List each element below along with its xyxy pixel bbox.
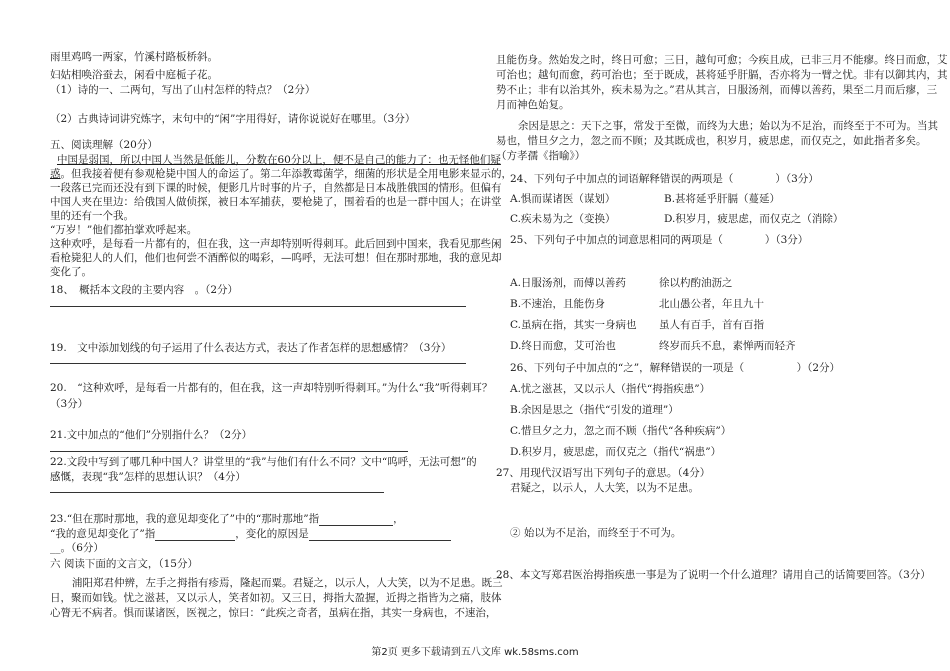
classical-line-5: 可治也；越旬而愈，药可治也；至于既成，甚将延乎肝膈，否亦将为一臂之忧。非有以御其内，其 bbox=[496, 69, 948, 81]
q25-option-c[interactable]: C.虽病在指，其实一身病也 bbox=[510, 319, 637, 331]
question-27-sentence-1: 君疑之，以示人，人大笑，以为不足患。 bbox=[510, 482, 699, 494]
passage-line-2 bbox=[50, 167, 512, 181]
classical-line-8: 余因是思之：天下之事，常发于至微，而终为大患；始以为不足治，而终至于不可为。当其 bbox=[518, 120, 938, 132]
poem-line-1: 雨里鸡鸣一两家，竹溪村路板桥斜。 bbox=[50, 51, 218, 63]
question-23-text: 23.“但在那时那地，我的意见却变化了”中的“那时那地”指 bbox=[50, 513, 320, 525]
passage-line-5: 里的还有一个我。 bbox=[50, 210, 134, 222]
q26-option-c[interactable]: C.惜旦夕之力，忽之而不顾（指代“各种疾病”） bbox=[510, 425, 732, 437]
poem-line-2: 妇姑相唤浴蚕去，闲看中庭栀子花。 bbox=[50, 69, 218, 81]
q24-option-d[interactable]: D.积岁月，疲思虑，而仅克之（消除） bbox=[664, 213, 844, 225]
question-27-sentence-2: ② 始以为不足治，而终至于不可为。 bbox=[510, 527, 682, 539]
answer-blank-23b[interactable] bbox=[155, 529, 235, 541]
question-23-score: 。（6分） bbox=[60, 542, 104, 554]
passage-line-9: 变化了。 bbox=[50, 266, 92, 278]
passage-line-1 bbox=[57, 153, 501, 167]
q25-option-a[interactable]: A.日服汤剂，而傅以善药 bbox=[510, 277, 626, 289]
question-23-line-2 bbox=[50, 527, 451, 541]
q25-option-c-compare: 虽人有百手，首有百指 bbox=[659, 319, 764, 331]
page-footer: 第2页 更多下载请到五八文库 wk.58sms.com bbox=[371, 647, 579, 658]
question-26: 26、下列句子中加点的“之”，解释错误的一项是（ ）（2分） bbox=[510, 362, 841, 374]
q25-option-d[interactable]: D.终日而愈，艾可治也 bbox=[510, 340, 616, 352]
question-23-text: “我的意见却变化了”指 bbox=[50, 528, 156, 540]
q26-option-a[interactable]: A.忧之滋甚，又以示人（指代“拇指疾患”） bbox=[510, 383, 711, 395]
q24-option-a[interactable]: A.惧而谋诸医（谋划） bbox=[510, 193, 616, 205]
passage-line-4: 中国人夹在里边：给俄国人做侦探，被日本军捕获，要枪毙了，围着看的也是一群中国人；在讲堂 bbox=[50, 196, 502, 208]
answer-line-19[interactable] bbox=[50, 363, 466, 364]
question-21: 21.文中加点的“他们”分别指什么？（2分） bbox=[50, 429, 253, 441]
question-25: 25、下列句子中加点的词意思相同的两项是（ ）（3分） bbox=[510, 234, 809, 246]
answer-line-18[interactable] bbox=[50, 306, 466, 307]
classical-line-1: 浦阳郑君仲辨，左手之拇指有疹焉，隆起而粟。君疑之，以示人，人大笑，以为不足患。既三 bbox=[72, 577, 503, 589]
poem-question-1: （1）诗的一、二两句，写出了山村怎样的特点？（2分） bbox=[50, 84, 316, 96]
poem-question-2: （2）古典诗词讲究炼字，末句中的“闲”字用得好，请你说说好在哪里。（3分） bbox=[50, 113, 416, 125]
q25-option-d-compare: 终岁而兵不息，素惮两而轻齐 bbox=[659, 340, 796, 352]
passage-line-6: “万岁！”他们都拍掌欢呼起来。 bbox=[50, 224, 198, 236]
underlined-sentence-a: 中国是弱国，所以中国人当然是低能儿，分数在60分以上，便不是自己的能力了：也无怪他们疑 bbox=[57, 154, 501, 166]
answer-blank-23c[interactable] bbox=[309, 529, 451, 541]
question-23-blank-tail: __ bbox=[50, 542, 61, 554]
q26-option-d[interactable]: D.积岁月，疲思虑，而仅克之（指代“祸患”） bbox=[510, 446, 722, 458]
question-24: 24、下列句子中加点的词语解释错误的两项是（ ）（3分） bbox=[510, 173, 819, 185]
question-18: 18、 概括本文段的主要内容 。（2分） bbox=[50, 284, 239, 296]
q25-option-b[interactable]: B.不速治，且能伤身 bbox=[510, 298, 606, 310]
q25-option-a-compare: 徐以杓酌油沥之 bbox=[659, 277, 733, 289]
classical-line-3: 心膂无不病者。惧而谋诸医，医视之，惊曰：“此疾之奇者，虽病在指，其实一身病也，不速治， bbox=[50, 607, 497, 619]
question-22-line-2: 感慨，表现“我”怎样的思想认识？（4分） bbox=[50, 471, 246, 483]
question-23-line-3 bbox=[50, 541, 104, 555]
section-5-heading: 五、阅读理解（20分） bbox=[50, 139, 158, 151]
question-23-line-1 bbox=[50, 512, 404, 526]
question-20-line-2: （3分） bbox=[50, 398, 89, 410]
question-23-comma: ， bbox=[393, 513, 404, 525]
question-19: 19. 文中添加划线的句子运用了什么表达方式，表达了作者怎样的思想感情？（3分） bbox=[50, 342, 452, 354]
underlined-sentence-b: 惑 bbox=[50, 168, 61, 180]
q25-option-b-compare: 北山愚公者，年且九十 bbox=[659, 298, 764, 310]
section-6-heading: 六 阅读下面的文言文，（15分） bbox=[50, 558, 198, 570]
q26-option-b[interactable]: B.余因是思之（指代“引发的道理”） bbox=[510, 404, 679, 416]
question-22-line-1: 22.文段中写到了哪几种中国人？讲堂里的“我”与他们有什么不同？文中“呜呼，无法可想”的 bbox=[50, 456, 477, 468]
classical-line-6: 势不止；非有以治其外，疾未易为之。”君从其言，日服汤剂，而傅以善药，果至二月而后瘳，三 bbox=[496, 84, 938, 96]
question-23-text: ，变化的原因是 bbox=[235, 528, 309, 540]
classical-line-9: 易也，惜旦夕之力，忽之而不顾；及其既成也，积岁月，疲思虑，而仅克之，如此指者多矣。 bbox=[496, 135, 927, 147]
answer-line-22[interactable] bbox=[50, 492, 384, 493]
classical-source: （方孝孺《指喻》） bbox=[496, 150, 586, 162]
passage-line-8: 看枪毙犯人的人们，他们也何尝不酒醉似的喝彩，—呜呼，无法可想！但在那时那地，我的意见却 bbox=[50, 252, 502, 264]
question-27: 27、用现代汉语写出下列句子的意思。（4分） bbox=[496, 467, 711, 479]
q24-option-c[interactable]: C.疾未易为之（变换） bbox=[510, 213, 616, 225]
classical-line-4: 且能伤身。然始发之时，终日可愈；三日，越旬可愈；今疾且成，已非三月不能瘳。终日而愈，艾 bbox=[496, 54, 948, 66]
answer-line-21[interactable] bbox=[50, 451, 408, 452]
classical-line-7: 月而神色始复。 bbox=[496, 99, 570, 111]
classical-line-2: 日，聚而如钱。忧之滋甚，又以示人，笑者如初。又三日，拇指大盈握，近拇之指皆为之痛，肢体 bbox=[50, 592, 502, 604]
passage-line-7: 这种欢呼，是每看一片都有的，但在我，这一声却特别听得刺耳。此后回到中国来，我看见那些闲 bbox=[50, 238, 502, 250]
question-20-line-1: 20. “这种欢呼，是每看一片都有的，但在我，这一声却特别听得刺耳。”为什么“我”听得刺耳？ bbox=[50, 382, 493, 394]
q24-option-b[interactable]: B.甚将延乎肝膈（蔓延） bbox=[664, 193, 781, 205]
passage-line-3: 一段落已完而还没有到下课的时候，便影几片时事的片子，自然都是日本战胜俄国的情形。但偏有 bbox=[50, 182, 502, 194]
question-28: 28、本文写郑君医治拇指疾患一事是为了说明一个什么道理？请用自己的话简要回答。（3分） bbox=[496, 569, 931, 581]
passage-text: 。但我接着便有参观枪毙中国人的命运了。第二年添教霉菌学，细菌的形状是全用电影来显示的， bbox=[60, 168, 512, 180]
answer-blank-23a[interactable] bbox=[319, 514, 393, 526]
